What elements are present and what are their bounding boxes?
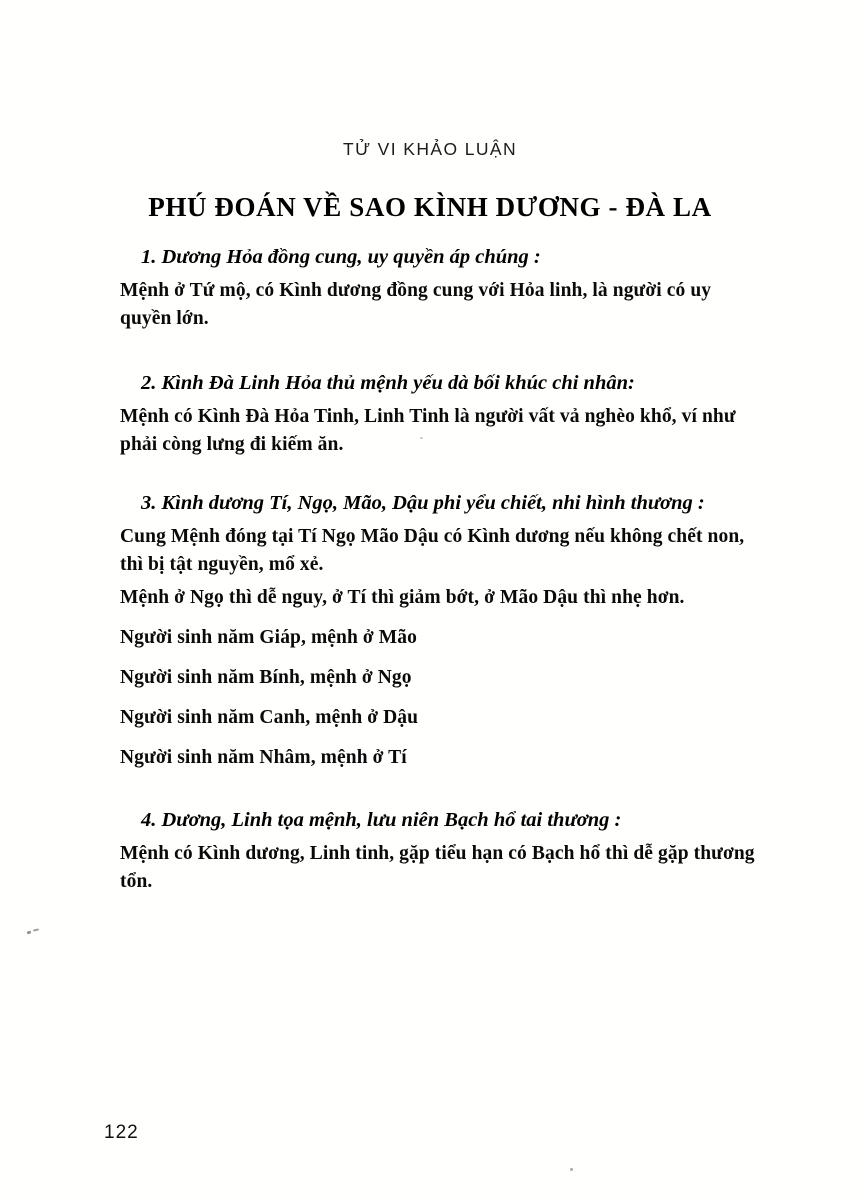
scan-speck-icon	[33, 928, 39, 931]
page-body	[120, 243, 758, 896]
page-number: 122	[104, 1122, 139, 1143]
section-4	[120, 806, 758, 896]
section-gap-1	[120, 333, 758, 369]
section-2-paragraph-1: Mệnh có Kình Đà Hỏa Tinh, Linh Tinh là người vất vả nghèo khổ, ví như phải còng lưng đi kiếm ăn.	[120, 406, 736, 455]
section-3-paragraph-1: Cung Mệnh đóng tại Tí Ngọ Mão Dậu có Kình dương nếu không chết non, thì bị tật nguyền, mổ xẻ.	[120, 526, 745, 575]
section-4-paragraph-1: Mệnh có Kình dương, Linh tinh, gặp tiểu hạn có Bạch hổ thì dễ gặp thương tổn.	[120, 843, 755, 892]
section-2	[120, 369, 758, 459]
list-item: Người sinh năm Bính, mệnh ở Ngọ	[120, 667, 412, 688]
list-item: Người sinh năm Giáp, mệnh ở Mão	[120, 627, 417, 648]
scan-speck-icon	[27, 930, 32, 934]
scan-speck-icon	[570, 1168, 573, 1171]
scan-speck-icon	[420, 437, 423, 439]
running-header: TỬ VI KHẢO LUẬN	[342, 139, 518, 159]
section-1-heading: 1. Dương Hỏa đồng cung, uy quyền áp chúng :	[141, 246, 541, 268]
section-3-heading: 3. Kình dương Tí, Ngọ, Mão, Dậu phi yểu chiết, nhi hình thương :	[141, 492, 705, 514]
section-gap-3	[120, 772, 758, 806]
section-1	[120, 243, 758, 333]
list-item: Người sinh năm Canh, mệnh ở Dậu	[120, 707, 419, 728]
section-2-heading: 2. Kình Đà Linh Hỏa thủ mệnh yếu dà bối khúc chi nhân:	[141, 372, 635, 394]
page-title: PHÚ ĐOÁN VỀ SAO KÌNH DƯƠNG - ĐÀ LA	[148, 192, 712, 223]
section-3-paragraph-2: Mệnh ở Ngọ thì dễ nguy, ở Tí thì giảm bớt, ở Mão Dậu thì nhẹ hơn.	[120, 587, 685, 608]
section-4-heading: 4. Dương, Linh tọa mệnh, lưu niên Bạch hổ tai thương :	[141, 809, 622, 831]
list-item: Người sinh năm Nhâm, mệnh ở Tí	[120, 747, 407, 768]
section-3	[120, 489, 758, 772]
section-gap-2	[120, 459, 758, 489]
section-1-paragraph-1: Mệnh ở Tứ mộ, có Kình dương đồng cung với Hỏa linh, là người có uy quyền lớn.	[120, 280, 712, 329]
